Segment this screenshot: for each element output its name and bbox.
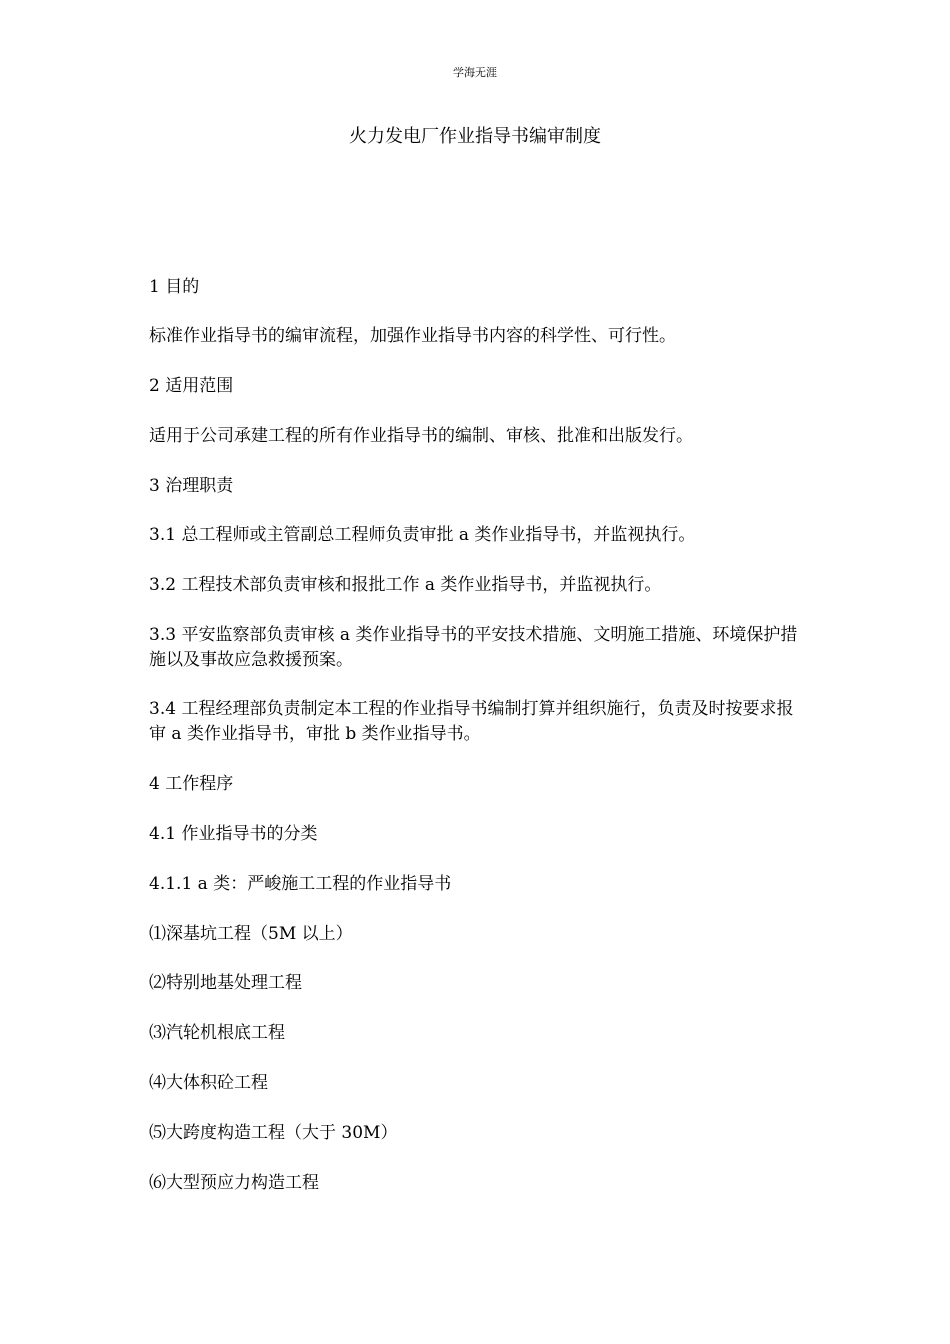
list-item: ⑷大体积砼工程 (149, 1073, 268, 1093)
page-header: 学海无涯 (453, 66, 497, 79)
document-title: 火力发电厂作业指导书编审制度 (349, 126, 601, 147)
paragraph-purpose: 标准作业指导书的编审流程，加强作业指导书内容的科学性、可行性。 (149, 326, 676, 346)
list-item: ⑴深基坑工程（5M 以上） (149, 924, 353, 944)
list-item: ⑵特别地基处理工程 (149, 973, 302, 993)
paragraph-3-4: 3.4 工程经理部负责制定本工程的作业指导书编制打算并组织施行，负责及时按要求报审 a 类作业指导书，审批 b 类作业指导书。 (149, 699, 794, 744)
list-item: ⑶汽轮机根底工程 (149, 1023, 285, 1043)
list-item: ⑹大型预应力构造工程 (149, 1173, 319, 1193)
list-item: ⑸大跨度构造工程（大于 30M） (149, 1123, 398, 1143)
section-heading-1: 1 目的 (149, 277, 200, 297)
paragraph-3-2: 3.2 工程技术部负责审核和报批工作 a 类作业指导书，并监视执行。 (149, 575, 662, 595)
section-heading-3: 3 治理职责 (149, 476, 234, 496)
paragraph-scope: 适用于公司承建工程的所有作业指导书的编制、审核、批准和出版发行。 (149, 426, 693, 446)
section-heading-2: 2 适用范围 (149, 376, 234, 396)
section-heading-4: 4 工作程序 (149, 774, 234, 794)
paragraph-4-1: 4.1 作业指导书的分类 (149, 824, 318, 844)
paragraph-3-1: 3.1 总工程师或主管副总工程师负责审批 a 类作业指导书，并监视执行。 (149, 525, 696, 545)
paragraph-3-3: 3.3 平安监察部负责审核 a 类作业指导书的平安技术措施、文明施工措施、环境保护措施以及事故应急救援预案。 (149, 625, 798, 670)
paragraph-4-1-1: 4.1.1 a 类：严峻施工工程的作业指导书 (149, 874, 452, 894)
